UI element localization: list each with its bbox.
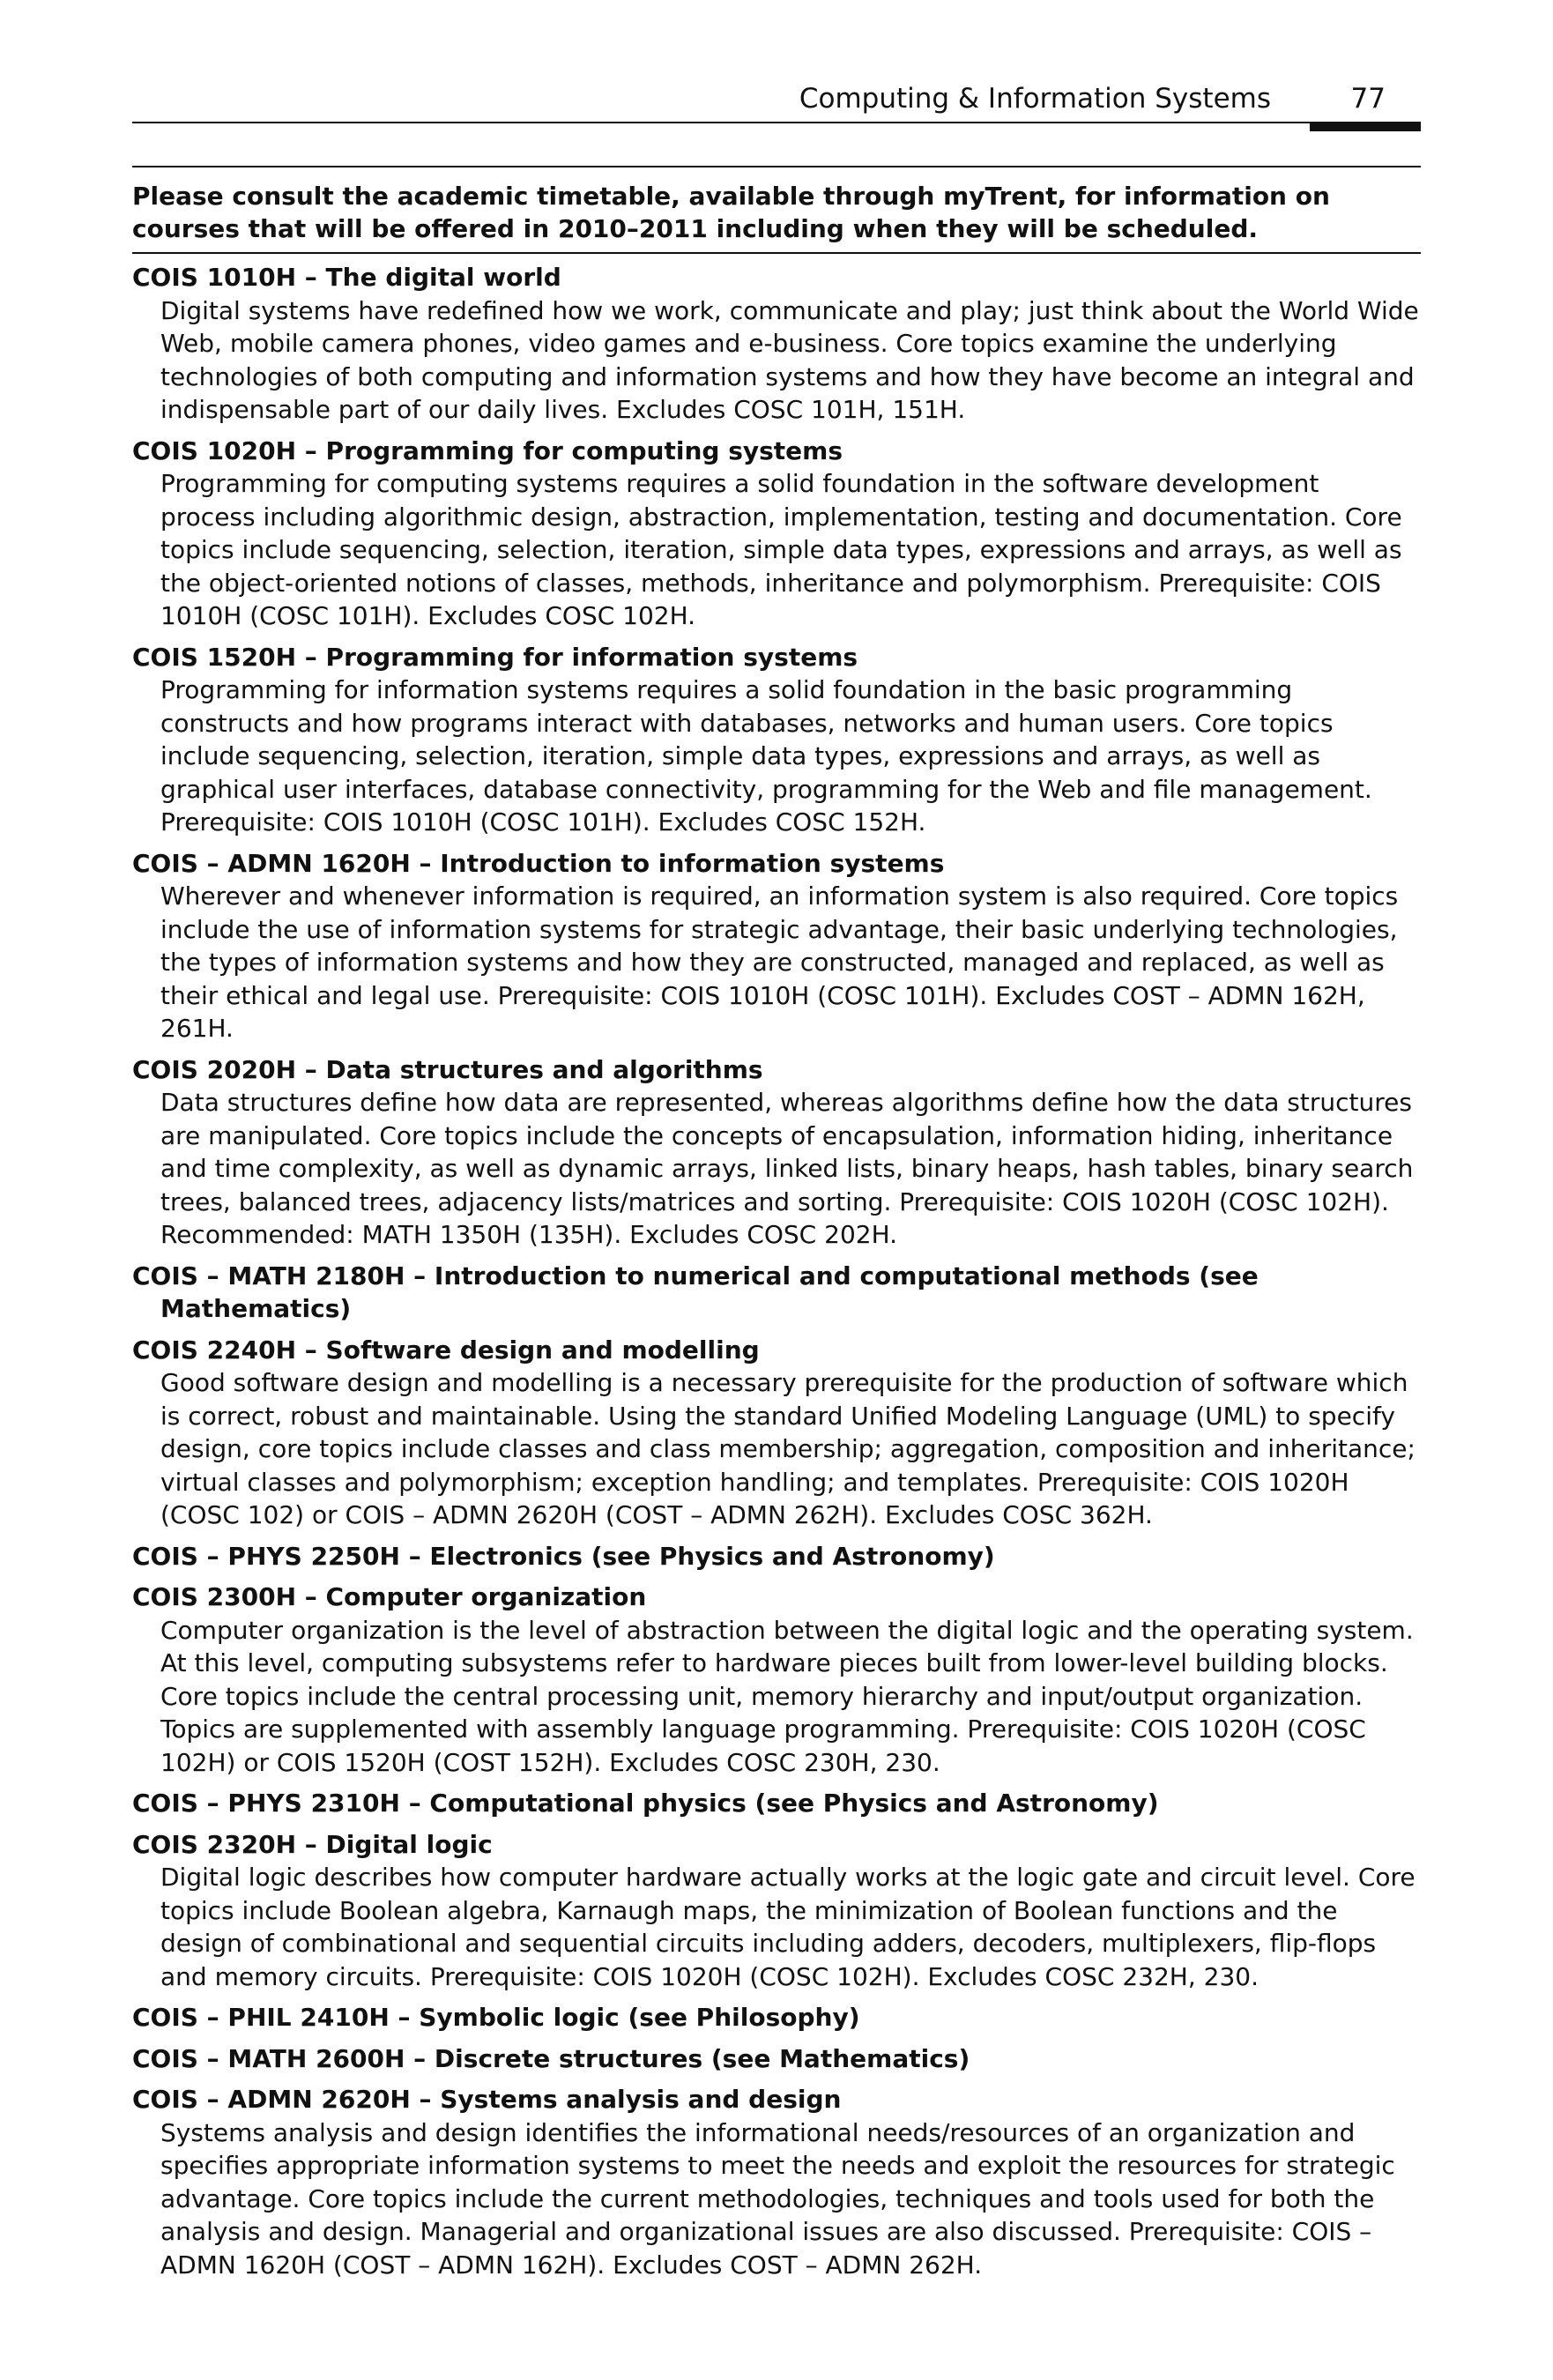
section-title: Computing & Information Systems — [799, 83, 1271, 115]
course-title: COIS 1010H – The digital world — [132, 263, 561, 292]
course-entry — [132, 1580, 1421, 1779]
course-description: Data structures define how data are represented, whereas algorithms define how the data structures are manipulated. Core topics include the concepts of encapsulation, information hiding, inheritance and time complexity, as well as dynamic arrays, linked lists, binary heaps, hash tables, binary search trees, balanced trees, adjacency lists/matrices and sorting. Prerequisite: COIS 1020H (COSC 102H). Recommended: MATH 1350H (135H). Excludes COSC 202H. — [160, 1088, 1414, 1249]
course-description: Good software design and modelling is a necessary prerequisite for the production of software which is correct, robust and maintainable. Using the standard Unified Modeling Language (UML) to specify design, core topics include classes and class membership; aggregation, composition and inheritance; virtual classes and polymorphism; exception handling; and templates. Prerequisite: COIS 1020H (COSC 102) or COIS – ADMN 2620H (COST – ADMN 262H). Excludes COSC 362H. — [160, 1368, 1416, 1529]
course-description: Programming for computing systems requires a solid foundation in the software development process including algorithmic design, abstraction, implementation, testing and documentation. Core topics include sequencing, selection, iteration, simple data types, expressions and arrays, as well as the object-oriented notions of classes, methods, inheritance and polymorphism. Prerequisite: COIS 1010H (COSC 101H). Excludes COSC 102H. — [160, 469, 1402, 630]
course-entry — [132, 641, 1421, 839]
course-description: Digital logic describes how computer hardware actually works at the logic gate and circuit level. Core topics include Boolean algebra, Karnaugh maps, the minimization of Boolean functions and the design of combinational and sequential circuits including adders, decoders, multiplexers, flip-flops and memory circuits. Prerequisite: COIS 1020H (COSC 102H). Excludes COSC 232H, 230. — [160, 1863, 1416, 1991]
course-title: COIS 2240H – Software design and modelling — [132, 1335, 760, 1365]
page-number-tab — [1310, 122, 1421, 131]
course-entry — [132, 2001, 1421, 2034]
course-title: COIS – PHYS 2310H – Computational physics (see Physics and Astronomy) — [132, 1789, 1159, 1818]
course-title: COIS 1020H – Programming for computing systems — [132, 435, 843, 465]
timetable-notice: Please consult the academic timetable, available through myTrent, for information on courses that will be offered in 2010–2011 including when they will be scheduled. — [132, 166, 1421, 254]
course-description: Programming for information systems requires a solid foundation in the basic programming constructs and how programs interact with databases, networks and human users. Core topics include sequencing, selection, iteration, simple data types, expressions and arrays, as well as graphical user interfaces, database connectivity, programming for the Web and file management. Prerequisite: COIS 1010H (COSC 101H). Excludes COSC 152H. — [160, 675, 1372, 837]
course-title: COIS 2320H – Digital logic — [132, 1829, 493, 1859]
course-title: COIS – MATH 2180H – Introduction to numerical and computational methods (see Mathematics) — [132, 1261, 1259, 1323]
course-title: COIS – PHIL 2410H – Symbolic logic (see Philosophy) — [132, 2003, 860, 2032]
course-title: COIS – ADMN 2620H – Systems analysis and design — [132, 2085, 842, 2114]
course-entry — [132, 2083, 1421, 2281]
course-entry — [132, 1334, 1421, 1532]
course-entry — [132, 2042, 1421, 2076]
course-title: COIS – MATH 2600H – Discrete structures (see Mathematics) — [132, 2043, 970, 2073]
course-list — [132, 261, 1421, 2289]
course-entry — [132, 1828, 1421, 1994]
course-entry — [132, 847, 1421, 1045]
course-entry — [132, 1540, 1421, 1573]
course-description: Computer organization is the level of abstraction between the digital logic and the operating system. At this level, computing subsystems refer to hardware pieces built from lower-level building blocks. Core topics include the central processing unit, memory hierarchy and input/output organization. Topics are supplemented with assembly language programming. Prerequisite: COIS 1020H (COSC 102H) or COIS 1520H (COST 152H). Excludes COSC 230H, 230. — [160, 1615, 1414, 1777]
page-number: 77 — [1350, 83, 1386, 115]
course-entry — [132, 1260, 1421, 1326]
course-description: Systems analysis and design identifies the informational needs/resources of an organization and specifies appropriate information systems to meet the needs and exploit the resources for strategic advantage. Core topics include the current methodologies, techniques and tools used for both the analysis and design. Managerial and organizational issues are also discussed. Prerequisite: COIS – ADMN 1620H (COST – ADMN 162H). Excludes COST – ADMN 262H. — [160, 2117, 1395, 2280]
running-head — [132, 81, 1421, 123]
course-title: COIS 2300H – Computer organization — [132, 1582, 647, 1611]
course-title: COIS – ADMN 1620H – Introduction to information systems — [132, 848, 945, 878]
course-title: COIS 1520H – Programming for information systems — [132, 642, 858, 672]
header-rule — [132, 122, 1421, 123]
course-entry — [132, 435, 1421, 633]
course-description: Wherever and whenever information is required, an information system is also required. Core topics include the use of information systems for strategic advantage, their basic underlying technologies, the types of information systems and how they are constructed, managed and replaced, as well as their ethical and legal use. Prerequisite: COIS 1010H (COSC 101H). Excludes COST – ADMN 162H, 261H. — [160, 881, 1399, 1043]
course-entry — [132, 261, 1421, 427]
course-description: Digital systems have redefined how we work, communicate and play; just think about the World Wide Web, mobile camera phones, video games and e-business. Core topics examine the underlying technologies of both computing and information systems and how they have become an integral and indispensable part of our daily lives. Excludes COSC 101H, 151H. — [160, 295, 1419, 424]
course-entry — [132, 1053, 1421, 1252]
course-title: COIS – PHYS 2250H – Electronics (see Physics and Astronomy) — [132, 1541, 995, 1571]
course-title: COIS 2020H – Data structures and algorithms — [132, 1054, 763, 1084]
course-entry — [132, 1787, 1421, 1820]
